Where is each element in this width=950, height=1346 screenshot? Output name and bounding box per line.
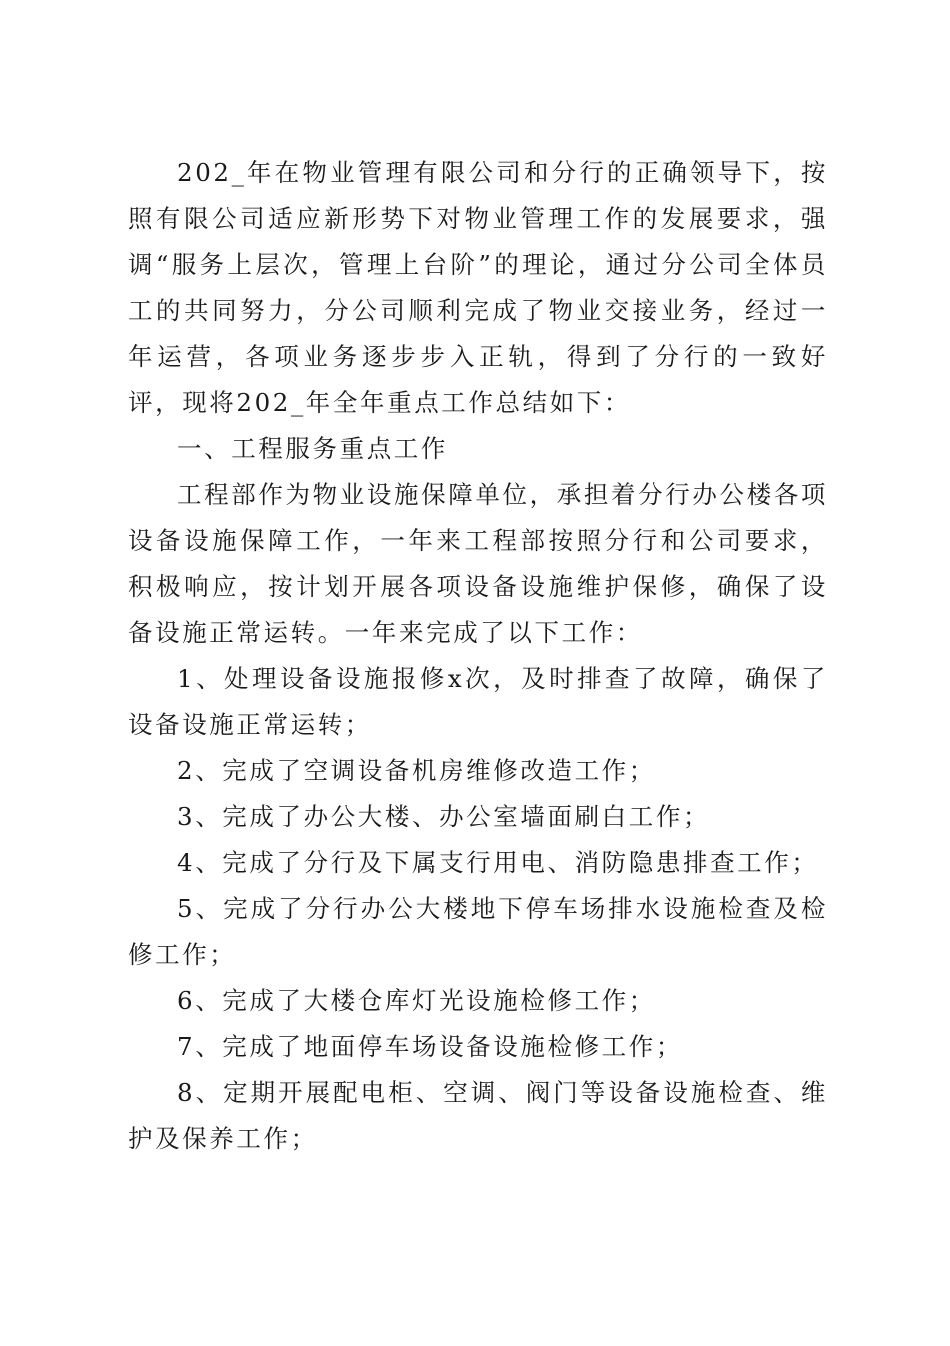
list-item-1: 1、处理设备设施报修x次，及时排查了故障，确保了设备设施正常运转； bbox=[128, 664, 828, 739]
list-item-5: 5、完成了分行办公大楼地下停车场排水设施检查及检修工作； bbox=[128, 894, 828, 969]
document-body bbox=[128, 150, 828, 1162]
list-item-2: 2、完成了空调设备机房维修改造工作； bbox=[177, 756, 656, 785]
intro-paragraph: 202_年在物业管理有限公司和分行的正确领导下，按照有限公司适应新形势下对物业管理工作的发展要求，强调“服务上层次，管理上台阶”的理论，通过分公司全体员工的共同努力，分公司顺利完成了物业交接业务，经过一年运营，各项业务逐步步入正轨，得到了分行的一致好评，现将202_年全年重点工作总结如下： bbox=[128, 158, 828, 417]
list-item-3: 3、完成了办公大楼、办公室墙面刷白工作； bbox=[177, 802, 711, 831]
list-item-4: 4、完成了分行及下属支行用电、消防隐患排查工作； bbox=[177, 848, 819, 877]
list-item-6: 6、完成了大楼仓库灯光设施检修工作； bbox=[177, 986, 656, 1015]
engineering-summary-paragraph: 工程部作为物业设施保障单位，承担着分行办公楼各项设备设施保障工作，一年来工程部按照分行和公司要求，积极响应，按计划开展各项设备设施维护保修，确保了设备设施正常运转。一年来完成了以下工作： bbox=[128, 480, 828, 647]
list-item-7: 7、完成了地面停车场设备设施检修工作； bbox=[177, 1032, 683, 1061]
section-heading-engineering: 一、工程服务重点工作 bbox=[177, 434, 448, 463]
list-item-8: 8、定期开展配电柜、空调、阀门等设备设施检查、维护及保养工作； bbox=[128, 1078, 828, 1153]
